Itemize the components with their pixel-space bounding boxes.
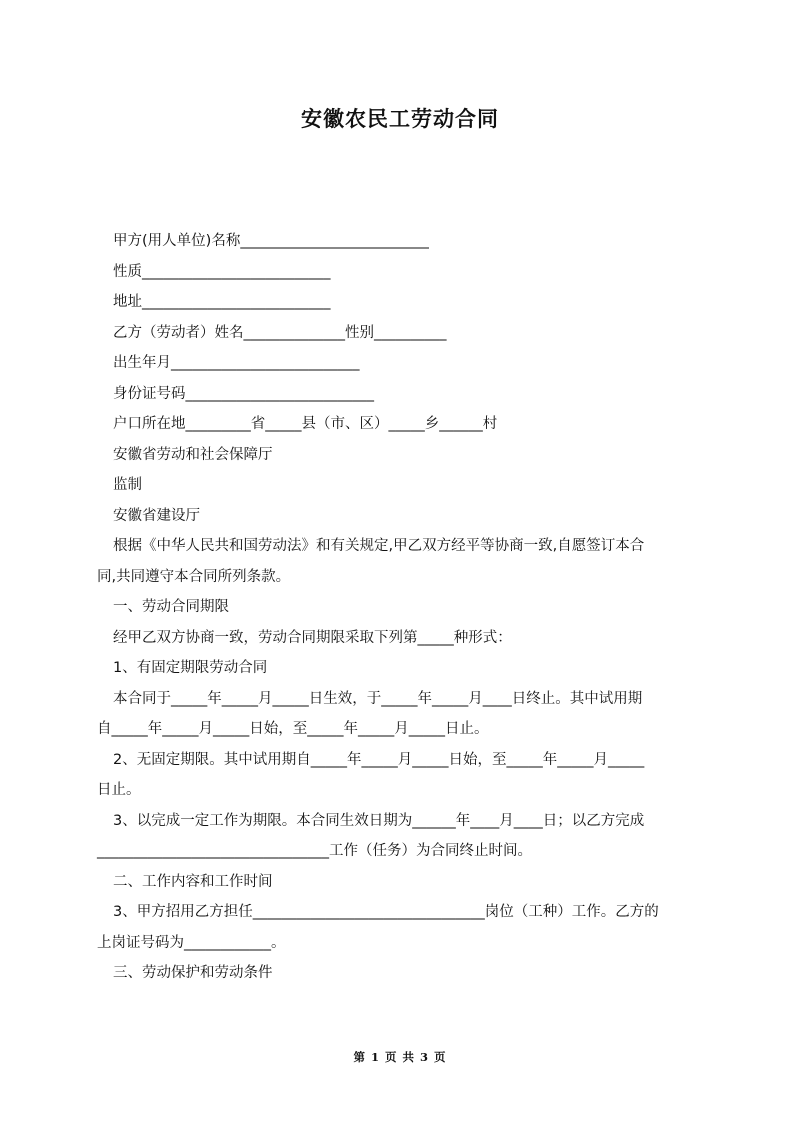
line-issuer-labor-dept: 安徽省劳动和社会保障厅: [113, 446, 273, 463]
paragraph-fixed-term-line1: 本合同于_____年_____月_____日生效，于_____年_____月____日终止。其中试用期: [113, 690, 643, 707]
line-birth-date: 出生年月__________________________: [113, 355, 360, 371]
line-nature: 性质__________________________: [113, 263, 331, 280]
section-heading-work-content: 二、工作内容和工作时间: [113, 873, 273, 890]
item-task-term-line1: 3、以完成一定工作为期限。本合同生效日期为______年____月____日；以乙方完成: [113, 812, 645, 829]
item-position-line2: 上岗证号码为____________。: [97, 934, 286, 951]
item-task-term-line2: ________________________________工作（任务）为合同终止时间。: [97, 843, 532, 859]
item-open-term-line1: 2、无固定期限。其中试用期自_____年_____月_____日始，至_____年_____月_____: [113, 751, 645, 768]
line-worker-name-gender: 乙方（劳动者）姓名______________性别__________: [113, 324, 447, 341]
document-body: [97, 226, 705, 989]
line-address: 地址__________________________: [113, 294, 331, 310]
item-position-line1: 3、甲方招用乙方担任________________________________岗位（工种）工作。乙方的: [113, 904, 659, 920]
line-household-registration: 户口所在地_________省_____县（市、区）_____乡______村: [113, 416, 498, 432]
paragraph-fixed-term-line2: 自_____年_____月_____日始，至_____年_____月_____日止。: [97, 721, 489, 737]
paragraph-legal-basis-line1: 根据《中华人民共和国劳动法》和有关规定,甲乙双方经平等协商一致,自愿签订本合: [113, 538, 645, 554]
paragraph-legal-basis-line2: 同,共同遵守本合同所列条款。: [97, 568, 291, 585]
document-title: 安徽农民工劳动合同: [301, 107, 499, 131]
section-heading-contract-term: 一、劳动合同期限: [113, 599, 229, 615]
line-employer-name: 甲方(用人单位)名称__________________________: [113, 233, 429, 249]
line-issuer-construction-dept: 安徽省建设厅: [113, 507, 200, 524]
item-open-term-line2: 日止。: [97, 782, 141, 798]
line-supervised: 监制: [113, 477, 142, 493]
paragraph-contract-form: 经甲乙双方协商一致，劳动合同期限采取下列第_____种形式：: [113, 629, 512, 646]
section-heading-labor-protection: 三、劳动保护和劳动条件: [113, 965, 273, 981]
item-fixed-term: 1、有固定期限劳动合同: [113, 660, 268, 676]
page-number-footer: 第 1 页 共 3 页: [353, 1050, 447, 1064]
line-id-number: 身份证号码__________________________: [113, 385, 374, 402]
